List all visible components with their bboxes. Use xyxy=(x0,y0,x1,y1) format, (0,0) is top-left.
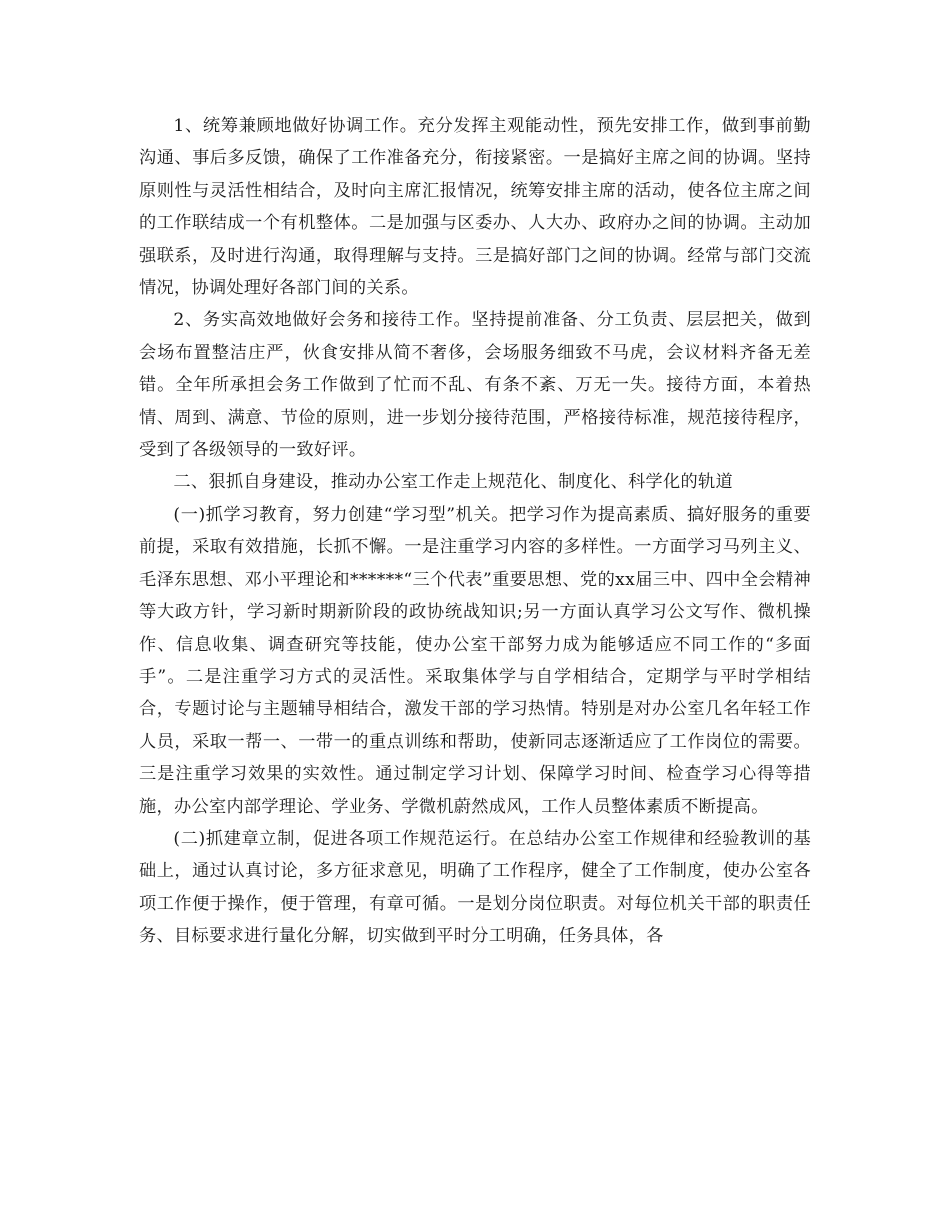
paragraph-learning-education: (一)抓学习教育，努力创建“学习型”机关。把学习作为提高素质、搞好服务的重要前提，采取有效措施，长抓不懈。一是注重学习内容的多样性。一方面学习马列主义、毛泽东思想、邓小平理论和******“三个代表”重要思想、党的xx届三中、四中全会精神等大政方针，学习新时期新阶段的政协统战知识;另一方面认真学习公文写作、微机操作、信息收集、调查研究等技能，使办公室干部努力成为能够适应不同工作的“多面手”。二是注重学习方式的灵活性。采取集体学与自学相结合，定期学与平时学相结合，专题讨论与主题辅导相结合，激发干部的学习热情。特别是对办公室几名年轻工作人员，采取一帮一、一带一的重点训练和帮助，使新同志逐渐适应了工作岗位的需要。三是注重学习效果的实效性。通过制定学习计划、保障学习时间、检查学习心得等措施，办公室内部学理论、学业务、学微机蔚然成风，工作人员整体素质不断提高。 xyxy=(139,504,811,817)
document-body xyxy=(139,110,811,953)
paragraph-coordination: 1、统筹兼顾地做好协调工作。充分发挥主观能动性，预先安排工作，做到事前勤沟通、事后多反馈，确保了工作准备充分，衔接紧密。一是搞好主席之间的协调。坚持原则性与灵活性相结合，及时向主席汇报情况，统筹安排主席的活动，使各位主席之间的工作联结成一个有机整体。二是加强与区委办、人大办、政府办之间的协调。主动加强联系，及时进行沟通，取得理解与支持。三是搞好部门之间的协调。经常与部门交流情况，协调处理好各部门间的关系。 xyxy=(139,116,811,299)
paragraph-meetings-reception: 2、务实高效地做好会务和接待工作。坚持提前准备、分工负责、层层把关，做到会场布置整洁庄严，伙食安排从简不奢侈，会场服务细致不马虎，会议材料齐备无差错。全年所承担会务工作做到了忙而不乱、有条不紊、万无一失。接待方面，本着热情、周到、满意、节俭的原则，进一步划分接待范围，严格接待标准，规范接待程序，受到了各级领导的一致好评。 xyxy=(139,310,811,461)
section-heading-self-building: 二、狠抓自身建设，推动办公室工作走上规范化、制度化、科学化的轨道 xyxy=(173,472,733,493)
paragraph-rules-systems: (二)抓建章立制，促进各项工作规范运行。在总结办公室工作规律和经验教训的基础上，通过认真讨论，多方征求意见，明确了工作程序，健全了工作制度，使办公室各项工作便于操作，便于管理，有章可循。一是划分岗位职责。对每位机关干部的职责任务、目标要求进行量化分解，切实做到平时分工明确，任务具体，各 xyxy=(139,828,811,947)
